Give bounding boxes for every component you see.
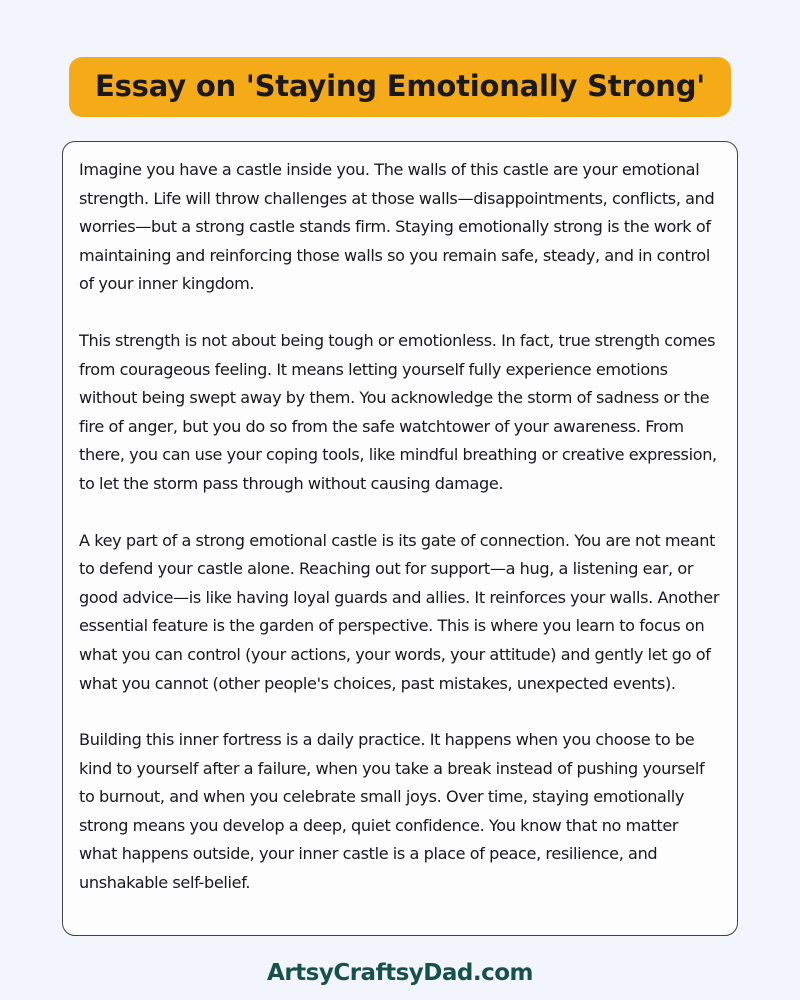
essay-body	[79, 156, 720, 898]
essay-paragraph-4: Building this inner fortress is a daily practice. It happens when you choose to be kind to yourself after a failure, when you take a break instead of pushing yourself to burnout, and when you celebrate small joys. Over time, staying emotionally strong means you develop a deep, quiet confidence. You know that no matter what happens outside, your inner castle is a place of peace, resilience, and unshakable self-belief.	[79, 730, 705, 893]
essay-card	[62, 141, 738, 936]
footer	[0, 960, 800, 986]
page-title: Essay on 'Staying Emotionally Strong'	[95, 69, 705, 104]
essay-paragraph-3: A key part of a strong emotional castle is its gate of connection. You are not meant to defend your castle alone. Reaching out for support—a hug, a listening ear, or good advice—is like having loyal guards and allies. It reinforces your walls. Another essential feature is the garden of perspective. This is where you learn to focus on what you can control (your actions, your words, your attitude) and gently let go of what you cannot (other people's choices, past mistakes, unexpected events).	[79, 530, 720, 693]
title-banner	[69, 57, 731, 117]
essay-paragraph-2: This strength is not about being tough or emotionless. In fact, true strength comes from courageous feeling. It means letting yourself fully experience emotions without being swept away by them. You acknowledge the storm of sadness or the fire of anger, but you do so from the safe watchtower of your awareness. From there, you can use your coping tools, like mindful breathing or creative expression, to let the storm pass through without causing damage.	[79, 330, 717, 493]
essay-paragraph-1: Imagine you have a castle inside you. The walls of this castle are your emotional strength. Life will throw challenges at those walls—disappointments, conflicts, and worries—but a strong castle stands firm. Staying emotionally strong is the work of maintaining and reinforcing those walls so you remain safe, steady, and in control of your inner kingdom.	[79, 160, 715, 294]
site-brand: ArtsyCraftsyDad.com	[267, 960, 533, 986]
